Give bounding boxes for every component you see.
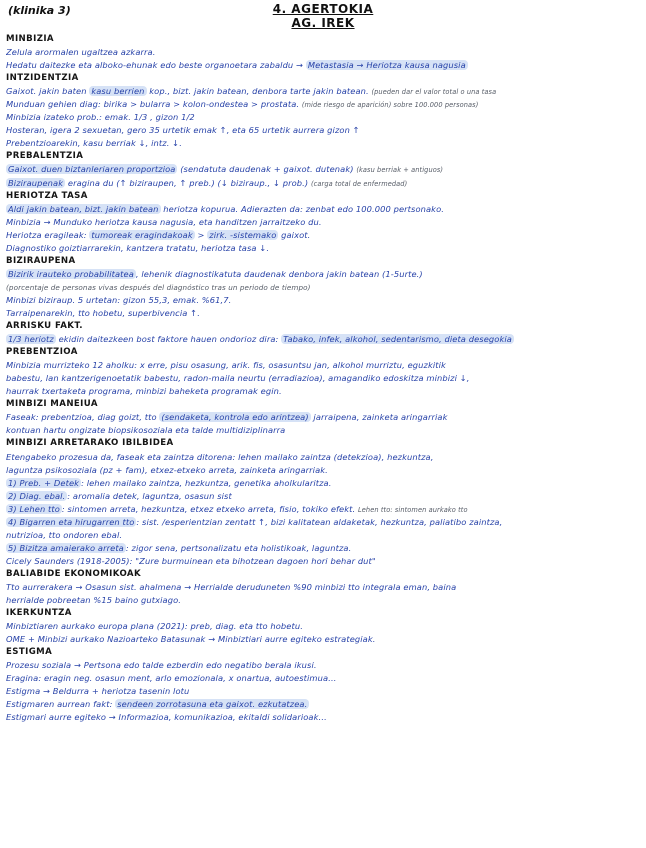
line-text: : lehen mailako zaintza, hezkuntza, genetika aholkularitza. xyxy=(81,477,332,488)
text-line xyxy=(6,685,642,698)
highlighted-text: Bizirik irauteko probabilitatea xyxy=(8,268,134,279)
line-text: ARRISKU FAKT. xyxy=(6,321,83,332)
line-text: BIZIRAUPENA xyxy=(6,255,76,266)
section-heading xyxy=(6,568,642,581)
line-text: : aromalia detek, laguntza, osasun sist xyxy=(67,490,232,501)
section-heading xyxy=(6,646,642,659)
line-text: heriotza kopurua. Adierazten da: zenbat edo 100.000 pertsonako. xyxy=(160,203,444,214)
text-line xyxy=(6,385,642,398)
line-text: Hosteran, igera 2 sexuetan, gero 35 urtetik emak ↑, eta 65 urtetik aurrera gizon ↑ xyxy=(6,125,360,136)
text-line xyxy=(6,503,642,516)
text-line xyxy=(6,516,642,529)
line-text: Gaixot. jakin baten xyxy=(6,86,90,97)
line-text: : zigor sena, pertsonalizatu eta holistikoak, laguntza. xyxy=(125,542,352,553)
page-title: 4. AGERTOKIA xyxy=(272,2,374,16)
text-line xyxy=(6,333,642,346)
highlighted-text: zirk. -sistemako xyxy=(209,229,277,240)
section-heading xyxy=(6,72,642,85)
highlighted-text: tumoreak eragindakoak xyxy=(91,229,193,240)
page-subtitle: AG. IREK xyxy=(291,16,355,30)
line-text: eragina du (↑ biziraupen, ↑ preb.) (↓ biziraup., ↓ prob.) xyxy=(65,177,311,188)
text-line xyxy=(6,620,642,633)
text-line xyxy=(6,555,642,568)
text-line xyxy=(6,372,642,385)
line-text: IKERKUNTZA xyxy=(6,608,72,619)
line-text: kop., bizt. jakin batean, denbora tarte jakin batean. xyxy=(146,86,372,97)
text-line xyxy=(6,111,642,124)
line-text: Estigma → Beldurra + heriotza tasenin lotu xyxy=(6,686,190,697)
line-text: haurrak txertaketa programa, minbizi baheketa programak egin. xyxy=(6,386,282,397)
text-line xyxy=(6,46,642,59)
line-text: Eragina: eragin neg. osasun ment, arlo emozionala, x onartua, autoestimua… xyxy=(6,673,337,684)
line-text: : sintomen arreta, hezkuntza, etxez etxeko arreta, fisio, tokiko efekt. xyxy=(61,503,358,514)
line-text: > xyxy=(194,229,208,240)
notes-body xyxy=(6,33,642,724)
text-line xyxy=(6,594,642,607)
header-left-label: (klinika 3) xyxy=(8,4,71,17)
highlighted-text: Gaixot. duen biztanleriaren proportzioa xyxy=(8,164,176,175)
section-heading xyxy=(6,346,642,359)
side-note: Lehen tto: sintomen aurkako tto xyxy=(358,505,468,514)
line-text: Tarraipenarekin, tto hobetu, superbivencia ↑. xyxy=(6,307,200,318)
highlighted-text: Metastasia → Heriotza kausa nagusia xyxy=(307,60,466,71)
text-line xyxy=(6,477,642,490)
highlighted-text: 1) Preb. + Detek xyxy=(8,477,80,488)
line-text: jarraipena, zainketa aringarriak xyxy=(310,412,448,423)
text-line xyxy=(6,294,642,307)
line-text: herrialde pobreetan %15 baino gutxiago. xyxy=(6,595,182,606)
text-line xyxy=(6,85,642,98)
text-line xyxy=(6,711,642,724)
line-text: Cicely Saunders (1918-2005): "Zure burmuinean eta bihotzean dagoen hori behar dut" xyxy=(6,555,376,566)
line-text: BALIABIDE EKONOMIKOAK xyxy=(6,568,142,579)
highlighted-text: kasu berrien xyxy=(91,86,145,97)
line-text: Minbizia murrizteko 12 aholku: x erre, pisu osasung, arik. fis, osasuntsu jan, alkohol murriztu, eguzkitik xyxy=(6,360,446,371)
text-line xyxy=(6,542,642,555)
text-line xyxy=(6,242,642,255)
line-text: Minbizi biziraup. 5 urtetan: gizon 55,3, emak. %61,7. xyxy=(6,294,232,305)
text-line xyxy=(6,268,642,281)
text-line xyxy=(6,229,642,242)
text-line xyxy=(6,451,642,464)
text-line xyxy=(6,163,642,176)
line-text: PREBALENTZIA xyxy=(6,151,84,162)
note-line xyxy=(6,281,642,294)
line-text: Munduan gehien diag: birika > bularra > kolon-ondestea > prostata. xyxy=(6,99,302,110)
side-note: (kasu berriak + antiguos) xyxy=(356,166,444,175)
section-heading xyxy=(6,255,642,268)
line-text: Estigmaren aurrean fakt: xyxy=(6,699,116,710)
line-text: Minbizia izateko prob.: emak. 1/3 , gizon 1/2 xyxy=(6,112,195,123)
section-heading xyxy=(6,150,642,163)
side-note: (pueden dar el valor total o una tasa xyxy=(371,88,497,97)
line-text: (sendatuta daudenak + gaixot. dutenak) xyxy=(177,164,357,175)
text-line xyxy=(6,581,642,594)
text-line xyxy=(6,659,642,672)
section-heading xyxy=(6,33,642,46)
text-line xyxy=(6,177,642,190)
line-text: (porcentaje de personas vivas después del diagnóstico tras un periodo de tiempo) xyxy=(6,282,311,292)
highlighted-text: 2) Diag. ebal. xyxy=(8,490,66,501)
highlighted-text: Tabako, infek, alkohol, sedentarismo, dieta desegokia xyxy=(283,334,512,345)
line-text: Hedatu daitezke eta alboko-ehunak edo beste organoetara zabaldu → xyxy=(6,60,306,71)
text-line xyxy=(6,124,642,137)
line-text: Tto aurrerakera → Osasun sist. ahalmena → Herrialde deruduneten %90 minbizi tto integrala eman, baina xyxy=(6,581,457,592)
line-text: babestu, lan kantzerigenoetatik babestu, radon-maila neurtu (erradiazioa), amagandiko edoskitza minbizi ↓, xyxy=(6,373,470,384)
highlighted-text: Biziraupenak xyxy=(8,177,64,188)
text-line xyxy=(6,672,642,685)
line-text: MINBIZIA xyxy=(6,34,54,44)
text-line xyxy=(6,59,642,72)
line-text: HERIOTZA TASA xyxy=(6,190,88,201)
text-line xyxy=(6,490,642,503)
line-text: MINBIZI MANEIUA xyxy=(6,399,98,410)
line-text: Minbiztiaren aurkako europa plana (2021): preb, diag. eta tto hobetu. xyxy=(6,621,303,632)
line-text: Etengabeko prozesua da, faseak eta zaintza ditorena: lehen mailako zaintza (detekzioa), hezkuntza, xyxy=(6,451,434,462)
line-text: Minbizia → Munduko heriotza kausa nagusia, eta handitzen jarraitzeko du. xyxy=(6,216,322,227)
section-heading xyxy=(6,320,642,333)
line-text: Faseak: prebentzioa, diag goizt, tto xyxy=(6,412,160,423)
highlighted-text: 4) Bigarren eta hirugarren tto xyxy=(8,516,135,527)
side-note: (carga total de enfermedad) xyxy=(310,179,408,188)
highlighted-text: 3) Lehen tto xyxy=(8,503,60,514)
text-line xyxy=(6,307,642,320)
line-text: Estigmari aurre egiteko → Informazioa, komunikazioa, ekitaldi solidarioak… xyxy=(6,712,327,723)
line-text: Heriotza eragileak: xyxy=(6,229,90,240)
text-line xyxy=(6,633,642,646)
line-text: Prebentzioarekin, kasu berriak ↓, intz. ↓. xyxy=(6,138,182,149)
highlighted-text: 1/3 heriotz xyxy=(8,334,54,345)
line-text: gaixot. xyxy=(278,229,311,240)
line-text: , lehenik diagnostikatuta daudenak denbora jakin batean (1-5urte.) xyxy=(135,268,423,279)
section-heading xyxy=(6,190,642,203)
text-line xyxy=(6,424,642,437)
line-text: kontuan hartu ongizate biopsikosoziala eta talde multidiziplinarra xyxy=(6,425,286,436)
highlighted-text: sendeen zorrotasuna eta gaixot. ezkutatzea. xyxy=(117,699,308,710)
line-text: : sist. /esperientzian zentatt ↑, bizi kalitatean aldaketak, hezkuntza, paliatibo zaintza, xyxy=(136,516,503,527)
text-line xyxy=(6,359,642,372)
highlighted-text: 5) Bizitza amaierako arreta xyxy=(8,542,124,553)
line-text: OME + Minbizi aurkako Nazioarteko Batasunak → Minbiztiari aurre egiteko estrategiak. xyxy=(6,634,376,645)
highlighted-text: (sendaketa, kontrola edo arintzea) xyxy=(161,412,309,423)
line-text: ESTIGMA xyxy=(6,647,53,658)
line-text: INTZIDENTZIA xyxy=(6,73,79,84)
line-text: PREBENTZIOA xyxy=(6,347,78,358)
section-heading xyxy=(6,398,642,411)
line-text: Prozesu soziala → Pertsona edo talde ezberdin edo negatibo berala ikusi. xyxy=(6,660,317,671)
line-text: MINBIZI ARRETARAKO IBILBIDEA xyxy=(6,438,174,449)
text-line xyxy=(6,203,642,216)
line-text: Diagnostiko goiztiarrarekin, kantzera tratatu, heriotza tasa ↓. xyxy=(6,242,270,253)
line-text: laguntza psikosoziala (pz + fam), etxez-etxeko arreta, zainketa aringarriak. xyxy=(6,464,328,475)
side-note: (mide riesgo de aparición) sobre 100.000 personas) xyxy=(301,101,479,110)
line-text: Zelula arormalen ugaltzea azkarra. xyxy=(6,47,156,58)
text-line xyxy=(6,216,642,229)
text-line xyxy=(6,98,642,111)
text-line xyxy=(6,464,642,477)
text-line xyxy=(6,529,642,542)
section-heading xyxy=(6,437,642,450)
section-heading xyxy=(6,607,642,620)
text-line xyxy=(6,698,642,711)
highlighted-text: Aldi jakin batean, bizt. jakin batean xyxy=(8,203,159,214)
line-text: ekidin daitezkeen bost faktore hauen ondorioz dira: xyxy=(55,334,282,345)
line-text: nutrizioa, tto ondoren ebal. xyxy=(6,529,123,540)
text-line xyxy=(6,137,642,150)
text-line xyxy=(6,411,642,424)
